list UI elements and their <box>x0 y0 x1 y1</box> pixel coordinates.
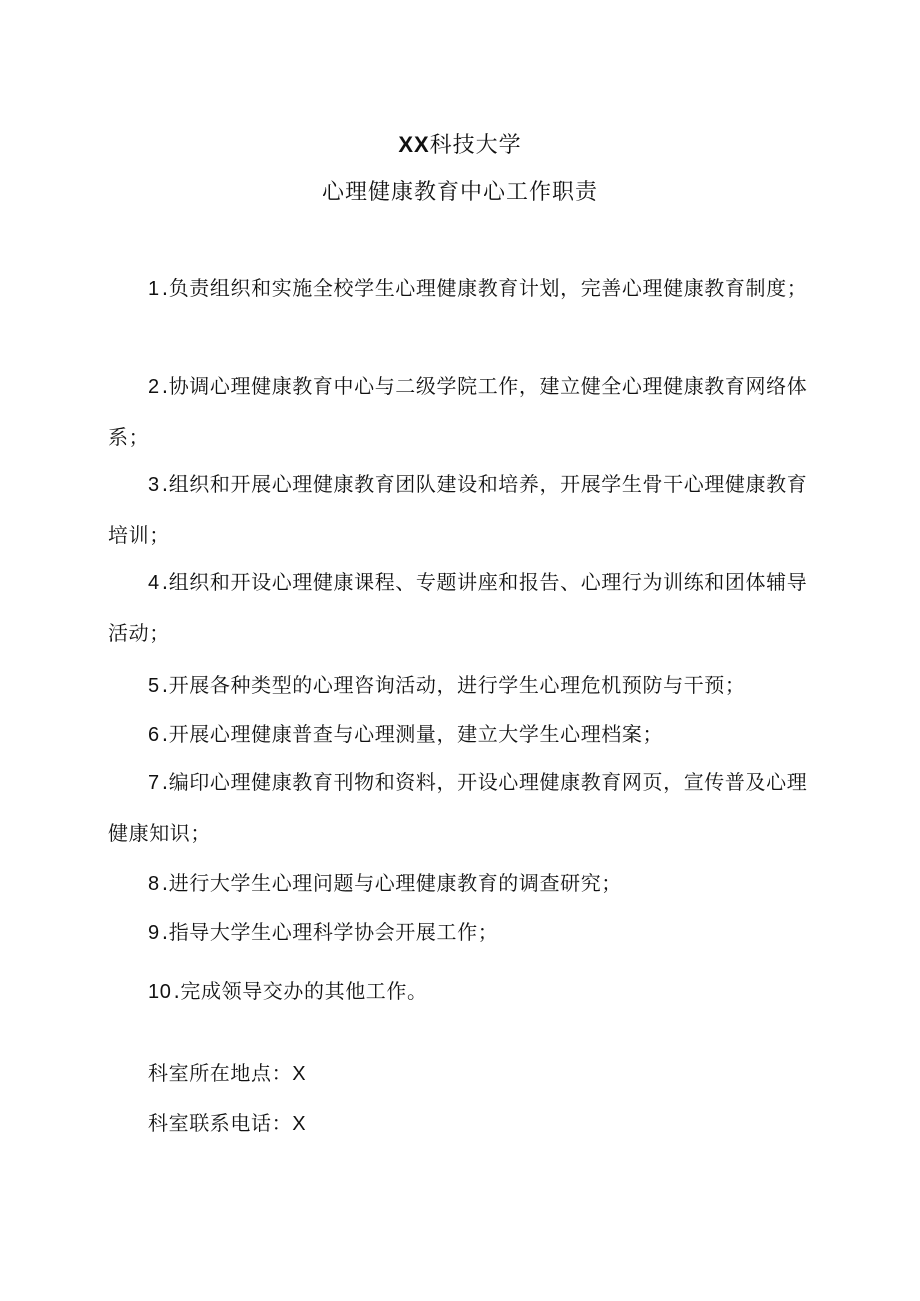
duty-number: 5 <box>148 675 160 697</box>
duty-text: .开展各种类型的心理咨询活动，进行学生心理危机预防与干预； <box>161 673 746 697</box>
duty-number: 1 <box>148 278 160 300</box>
duty-item-9 <box>108 907 820 958</box>
duty-item-1 <box>108 263 820 314</box>
duty-text: .完成领导交办的其他工作。 <box>173 979 428 1003</box>
office-location <box>148 1058 306 1089</box>
duty-item-8 <box>108 858 820 909</box>
duty-item-2 <box>108 361 820 462</box>
duty-number: 4 <box>148 572 160 594</box>
duty-number: 9 <box>148 922 160 944</box>
title-prefix: XX <box>398 132 430 157</box>
duty-text: .指导大学生心理科学协会开展工作； <box>161 920 499 944</box>
duty-item-6 <box>108 709 820 760</box>
duty-number: 7 <box>148 772 160 794</box>
duty-item-5 <box>108 660 820 711</box>
duty-item-3 <box>108 459 820 560</box>
duty-number: 10 <box>148 981 172 1003</box>
duty-text: .组织和开展心理健康教育团队建设和培养，开展学生骨干心理健康教育培训； <box>108 472 808 547</box>
office-phone-label: 科室联系电话： <box>148 1111 293 1135</box>
duty-number: 2 <box>148 376 160 398</box>
office-phone-value: X <box>292 1113 307 1135</box>
duty-item-10 <box>108 966 820 1017</box>
office-location-label: 科室所在地点： <box>148 1061 293 1085</box>
title-school: 科技大学 <box>429 133 522 158</box>
duty-number: 6 <box>148 724 160 746</box>
duty-number: 8 <box>148 873 160 895</box>
duty-text: .组织和开设心理健康课程、专题讲座和报告、心理行为训练和团体辅导活动； <box>108 570 808 645</box>
duty-text: .协调心理健康教育中心与二级学院工作，建立健全心理健康教育网络体系； <box>108 374 808 449</box>
document-subtitle: 心理健康教育中心工作职责 <box>321 180 598 205</box>
office-location-value: X <box>292 1063 307 1085</box>
duty-text: .进行大学生心理问题与心理健康教育的调查研究； <box>161 871 622 895</box>
duty-text: .负责组织和实施全校学生心理健康教育计划，完善心理健康教育制度； <box>161 276 808 300</box>
duty-text: .编印心理健康教育刊物和资料，开设心理健康教育网页，宣传普及心理健康知识； <box>108 770 808 845</box>
duty-number: 3 <box>148 474 160 496</box>
document-title <box>0 130 920 161</box>
duty-item-7 <box>108 757 820 858</box>
duty-text: .开展心理健康普查与心理测量，建立大学生心理档案； <box>161 722 664 746</box>
duty-item-4 <box>108 557 820 658</box>
office-phone <box>148 1108 306 1139</box>
